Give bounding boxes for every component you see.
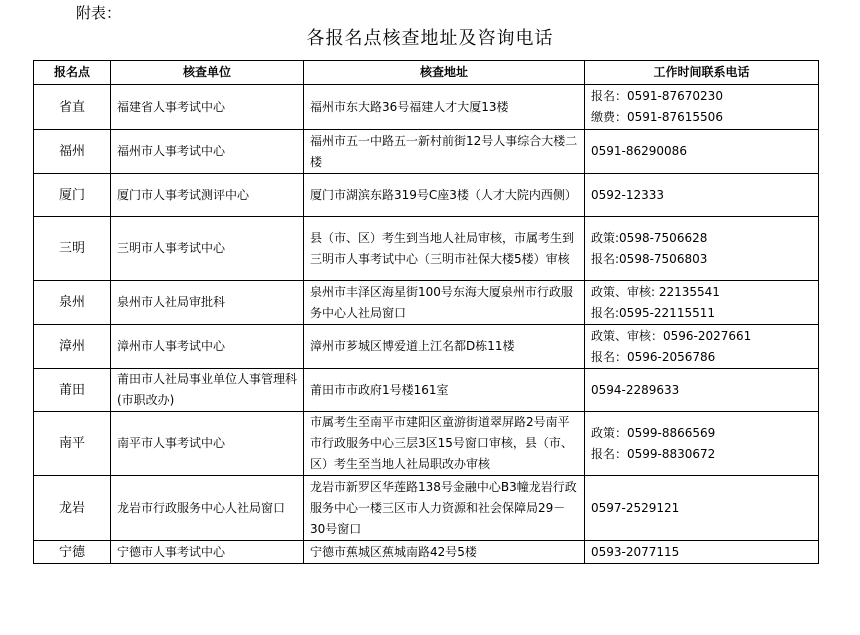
- table-row: [34, 412, 819, 476]
- table-header-row: [34, 61, 819, 85]
- phone-cell: [585, 85, 819, 130]
- table-row: [34, 85, 819, 130]
- unit-cell: 三明市人事考试中心: [111, 217, 304, 281]
- site-cell: 宁德: [34, 541, 111, 564]
- unit-cell: 泉州市人社局审批科: [111, 281, 304, 325]
- table-row: [34, 130, 819, 174]
- header-site: 报名点: [34, 61, 111, 85]
- phone-cell: [585, 174, 819, 217]
- address-cell: 厦门市湖滨东路319号C座3楼（人才大院内西侧）: [304, 174, 585, 217]
- phone-line: 缴费：0591-87615506: [591, 110, 723, 124]
- site-cell: 漳州: [34, 325, 111, 369]
- phone-line: 报名:0595-22115511: [591, 305, 715, 320]
- phone-line: 报名：0596-2056786: [591, 349, 716, 364]
- table-row: [34, 325, 819, 369]
- unit-cell: 厦门市人事考试测评中心: [111, 174, 304, 217]
- address-cell: 福州市五一中路五一新村前街12号人事综合大楼二楼: [304, 130, 585, 174]
- phone-cell: [585, 281, 819, 325]
- site-cell: 省直: [34, 85, 111, 130]
- phone-line: 0597-2529121: [591, 500, 680, 515]
- site-cell: 福州: [34, 130, 111, 174]
- phone-cell: [585, 130, 819, 174]
- unit-cell: 龙岩市行政服务中心人社局窗口: [111, 476, 304, 541]
- appendix-label: 附表：: [76, 4, 122, 22]
- phone-cell: [585, 325, 819, 369]
- site-cell: 南平: [34, 412, 111, 476]
- phone-cell: [585, 217, 819, 281]
- header-phone: 工作时间联系电话: [585, 61, 819, 85]
- phone-line: 0594-2289633: [591, 382, 680, 397]
- site-cell: 厦门: [34, 174, 111, 217]
- unit-cell: 南平市人事考试中心: [111, 412, 304, 476]
- phone-line: 报名：0599-8830672: [591, 446, 716, 461]
- phone-line: 政策、审核: 22135541: [591, 284, 720, 299]
- phone-line: 报名:0598-7506803: [591, 251, 708, 266]
- phone-line: 0592-12333: [591, 187, 665, 202]
- table-row: [34, 281, 819, 325]
- phone-line: 政策:0598-7506628: [591, 230, 708, 245]
- unit-cell: 宁德市人事考试中心: [111, 541, 304, 564]
- address-cell: 市属考生至南平市建阳区童游街道翠屏路2号南平市行政服务中心三层3区15号窗口审核，县（市、区）考生至当地人社局职改办审核: [304, 412, 585, 476]
- header-address: 核查地址: [304, 61, 585, 85]
- phone-cell: [585, 541, 819, 564]
- table-body: [34, 85, 819, 564]
- unit-cell: 福州市人事考试中心: [111, 130, 304, 174]
- address-cell: 龙岩市新罗区华莲路138号金融中心B3幢龙岩行政服务中心一楼三区市人力资源和社会保障局29－30号窗口: [304, 476, 585, 541]
- verification-table: [33, 60, 819, 564]
- phone-line: 0591-86290086: [591, 144, 687, 158]
- table-row: [34, 217, 819, 281]
- table-row: [34, 476, 819, 541]
- header-unit: 核查单位: [111, 61, 304, 85]
- phone-line: 政策、审核：0596-2027661: [591, 328, 752, 343]
- site-cell: 泉州: [34, 281, 111, 325]
- address-cell: 泉州市丰泽区海星街100号东海大厦泉州市行政服务中心人社局窗口: [304, 281, 585, 325]
- site-cell: 莆田: [34, 369, 111, 412]
- address-cell: 福州市东大路36号福建人才大厦13楼: [304, 85, 585, 130]
- address-cell: 宁德市蕉城区蕉城南路42号5楼: [304, 541, 585, 564]
- site-cell: 龙岩: [34, 476, 111, 541]
- address-cell: 漳州市芗城区博爱道上江名都D栋11楼: [304, 325, 585, 369]
- phone-cell: [585, 476, 819, 541]
- site-cell: 三明: [34, 217, 111, 281]
- phone-cell: [585, 412, 819, 476]
- unit-cell: 漳州市人事考试中心: [111, 325, 304, 369]
- phone-line: 政策：0599-8866569: [591, 425, 716, 440]
- address-cell: 莆田市市政府1号楼161室: [304, 369, 585, 412]
- phone-cell: [585, 369, 819, 412]
- page-title: 各报名点核查地址及咨询电话: [306, 28, 554, 49]
- table-row: [34, 541, 819, 564]
- phone-line: 0593-2077115: [591, 544, 680, 559]
- table-row: [34, 174, 819, 217]
- phone-line: 报名：0591-87670230: [591, 89, 723, 103]
- unit-cell: 福建省人事考试中心: [111, 85, 304, 130]
- address-cell: 县（市、区）考生到当地人社局审核，市属考生到三明市人事考试中心（三明市社保大楼5楼）审核: [304, 217, 585, 281]
- table-row: [34, 369, 819, 412]
- unit-cell: 莆田市人社局事业单位人事管理科(市职改办): [111, 369, 304, 412]
